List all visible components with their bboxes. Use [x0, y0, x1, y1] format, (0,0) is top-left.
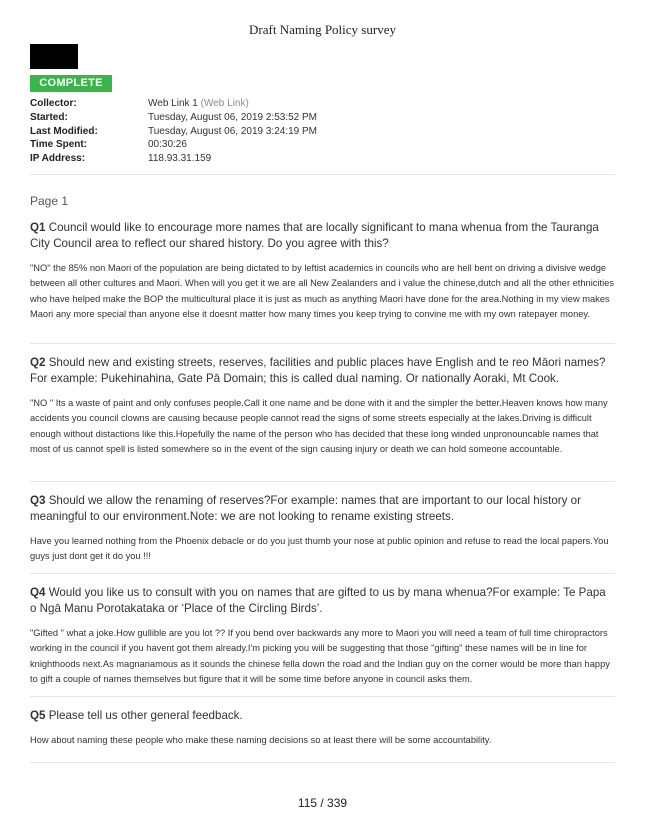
collector-type: (Web Link) [200, 98, 249, 109]
answer-text: "NO" the 85% non Maori of the population are being dictated to by leftist academics in councils who are hell bent on driving a divisive wedge between all other cultures and Maori. When will you get it we are all New Zealanders and i value the chinese,dutch and all the other ethnicities who have helped make the BOP the multicultural place it is just as much as anything Maori have done for the area.Nothing in my view makes Maori any more special than anyone else it doesnt matter how many times you keep trying to convine me with my own ratepayer money. [30, 263, 614, 319]
divider [30, 174, 615, 175]
page-label: Page 1 [30, 194, 69, 208]
answer-text: How about naming these people who make these naming decisions so at least there will be some accountability. [30, 735, 492, 745]
metadata-value: Tuesday, August 06, 2019 2:53:52 PM [148, 111, 318, 123]
metadata-value: 118.93.31.159 [148, 153, 212, 165]
metadata-row-started [30, 111, 615, 125]
divider [30, 696, 615, 697]
question-title [30, 708, 615, 724]
question-number: Q2 [30, 356, 46, 369]
response-metadata [30, 97, 615, 166]
question-5 [30, 708, 615, 748]
question-title [30, 220, 615, 252]
question-1 [30, 220, 615, 322]
metadata-key: Started: [30, 111, 68, 123]
question-number: Q5 [30, 709, 46, 722]
question-text: Should new and existing streets, reserves, facilities and public places have English and te reo Māori names?For example: Pukehinahina, Gate Pā Domain; this is called dual naming. Or nationally Aoraki, Mt Cook. [30, 356, 606, 385]
question-text: Should we allow the renaming of reserves?For example: names that are important to our local history or meaningful to our environment.Note: we are not looking to rename existing streets. [30, 494, 581, 523]
metadata-key: Collector: [30, 98, 77, 109]
question-2 [30, 355, 615, 457]
divider [30, 573, 615, 574]
metadata-row-collector [30, 97, 615, 111]
question-text: Please tell us other general feedback. [48, 709, 243, 722]
collector-name: Web Link 1 [148, 98, 198, 109]
status-badge: COMPLETE [30, 75, 112, 92]
answer-text: Have you learned nothing from the Phoenix debacle or do you just thumb your nose at public opinion and refuse to read the local papers.You guys just dont get it do you !!! [30, 536, 609, 562]
metadata-value [148, 97, 249, 111]
metadata-row-time-spent [30, 138, 615, 152]
metadata-key: Time Spent: [30, 139, 88, 151]
question-3 [30, 493, 615, 565]
question-4 [30, 585, 615, 687]
metadata-row-ip-address [30, 152, 615, 166]
metadata-row-last-modified [30, 125, 615, 139]
metadata-value: 00:30:26 [148, 139, 187, 151]
question-number: Q1 [30, 221, 46, 234]
question-text: Would you like us to consult with you on names that are gifted to us by mana whenua?For example: Te Papa o Ngā Manu Porotakataka or ‘Place of the Circling Birds’. [30, 586, 606, 615]
question-number: Q4 [30, 586, 46, 599]
metadata-key: Last Modified: [30, 125, 98, 137]
divider [30, 343, 615, 344]
answer-text: "NO " Its a waste of paint and only confuses people.Call it one name and be done with it and the simpler the better.Heaven knows how many accidents you council clowns are causing because people cannot read the signs of some streets especially at the lakes.Driving is difficult enough without distactions like this.Hopefully the name of the person who has decided that these long winded unpronouncable names that most of us cannot spell is listed somewhere so in the event of the sign causing injury or death we can hold someone accountable. [30, 398, 608, 454]
redaction-block [30, 44, 78, 69]
divider [30, 762, 615, 763]
question-title [30, 585, 615, 617]
page-number: 115 / 339 [297, 796, 348, 810]
metadata-key: IP Address: [30, 153, 86, 165]
divider [30, 481, 615, 482]
question-title [30, 493, 615, 525]
answer-text: "Gifted " what a joke.How gullible are you lot ?? If you bend over backwards any more to Maori you will need a team of full time chiropractors working in the council if you havent got them already.I'm picking you will be suggesting that those "gifting" these names will be in line for knighthoods next.As magnanamous as it sounds the chinese fella down the road and the Indian guy on the corner would be more than happy to gift a couple of names themselves but figure that it will be some time before anyone in council asks them. [30, 628, 610, 684]
question-text: Council would like to encourage more names that are locally significant to mana whenua from the Tauranga City Council area to reflect our shared history. Do you agree with this? [30, 221, 599, 250]
metadata-value: Tuesday, August 06, 2019 3:24:19 PM [148, 125, 318, 137]
question-title [30, 355, 615, 387]
question-number: Q3 [30, 494, 46, 507]
document-title: Draft Naming Policy survey [249, 22, 396, 37]
